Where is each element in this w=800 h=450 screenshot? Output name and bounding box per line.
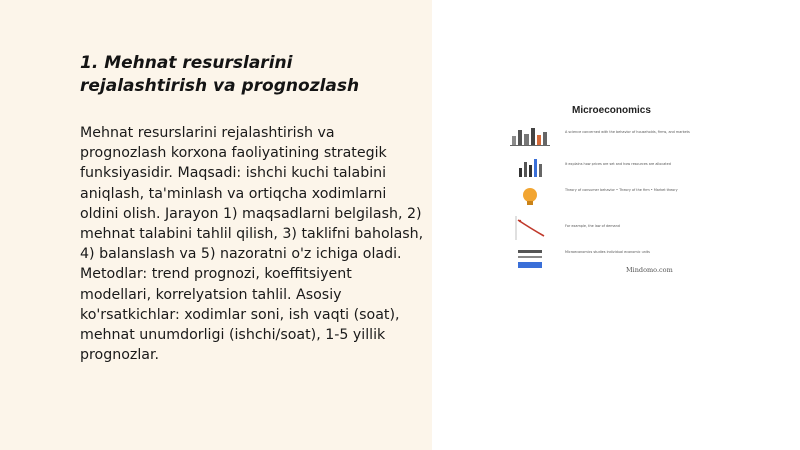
slide-title: 1. Mehnat resurslarini rejalashtirish va prognozlash xyxy=(80,53,360,96)
bar-chart-icon xyxy=(510,156,550,178)
figure-footer: Mindomo.com xyxy=(626,266,673,274)
figure-row-text: Microeconomics studies individual economic units xyxy=(565,250,650,254)
microeconomics-figure xyxy=(500,100,710,280)
slide-body: Mehnat resurslarini rejalashtirish va prognozlash korxona faoliyatining strategik funksiyasidir. Maqsadi: ishchi kuchi talabini aniqlash, ta'minlash va ortiqcha xodimlarni oldini olish. Jarayon 1) maqsadlarni belgilash, 2) mehnat talabini tahlil qilish, 3) taklifni baholash, 4) balanslash va 5) nazoratni o'z ichiga oladi. Metodlar: trend prognozi, koeffitsiyent modellari, korrelyatsion tahlil. Asosiy ko'rsatkichlar: xodimlar soni, ish vaqti (soat), mehnat unumdorligi (ishchi/soat), 1-5 yillik prognozlar. xyxy=(80,125,424,364)
figure-row-text: It explains how prices are set and how resources are allocated xyxy=(565,162,671,166)
figure-row-text: Theory of consumer behavior • Theory of the firm • Market theory xyxy=(565,188,678,192)
demand-curve-icon xyxy=(510,214,550,242)
figure-title: Microeconomics xyxy=(572,105,651,116)
layers-icon xyxy=(510,248,550,272)
lightbulb-icon xyxy=(510,186,550,208)
figure-row-text: A science concerned with the behavior of households, firms, and markets xyxy=(565,130,690,134)
city-skyline-icon xyxy=(510,126,550,146)
figure-row-text: For example, the law of demand xyxy=(565,224,620,228)
